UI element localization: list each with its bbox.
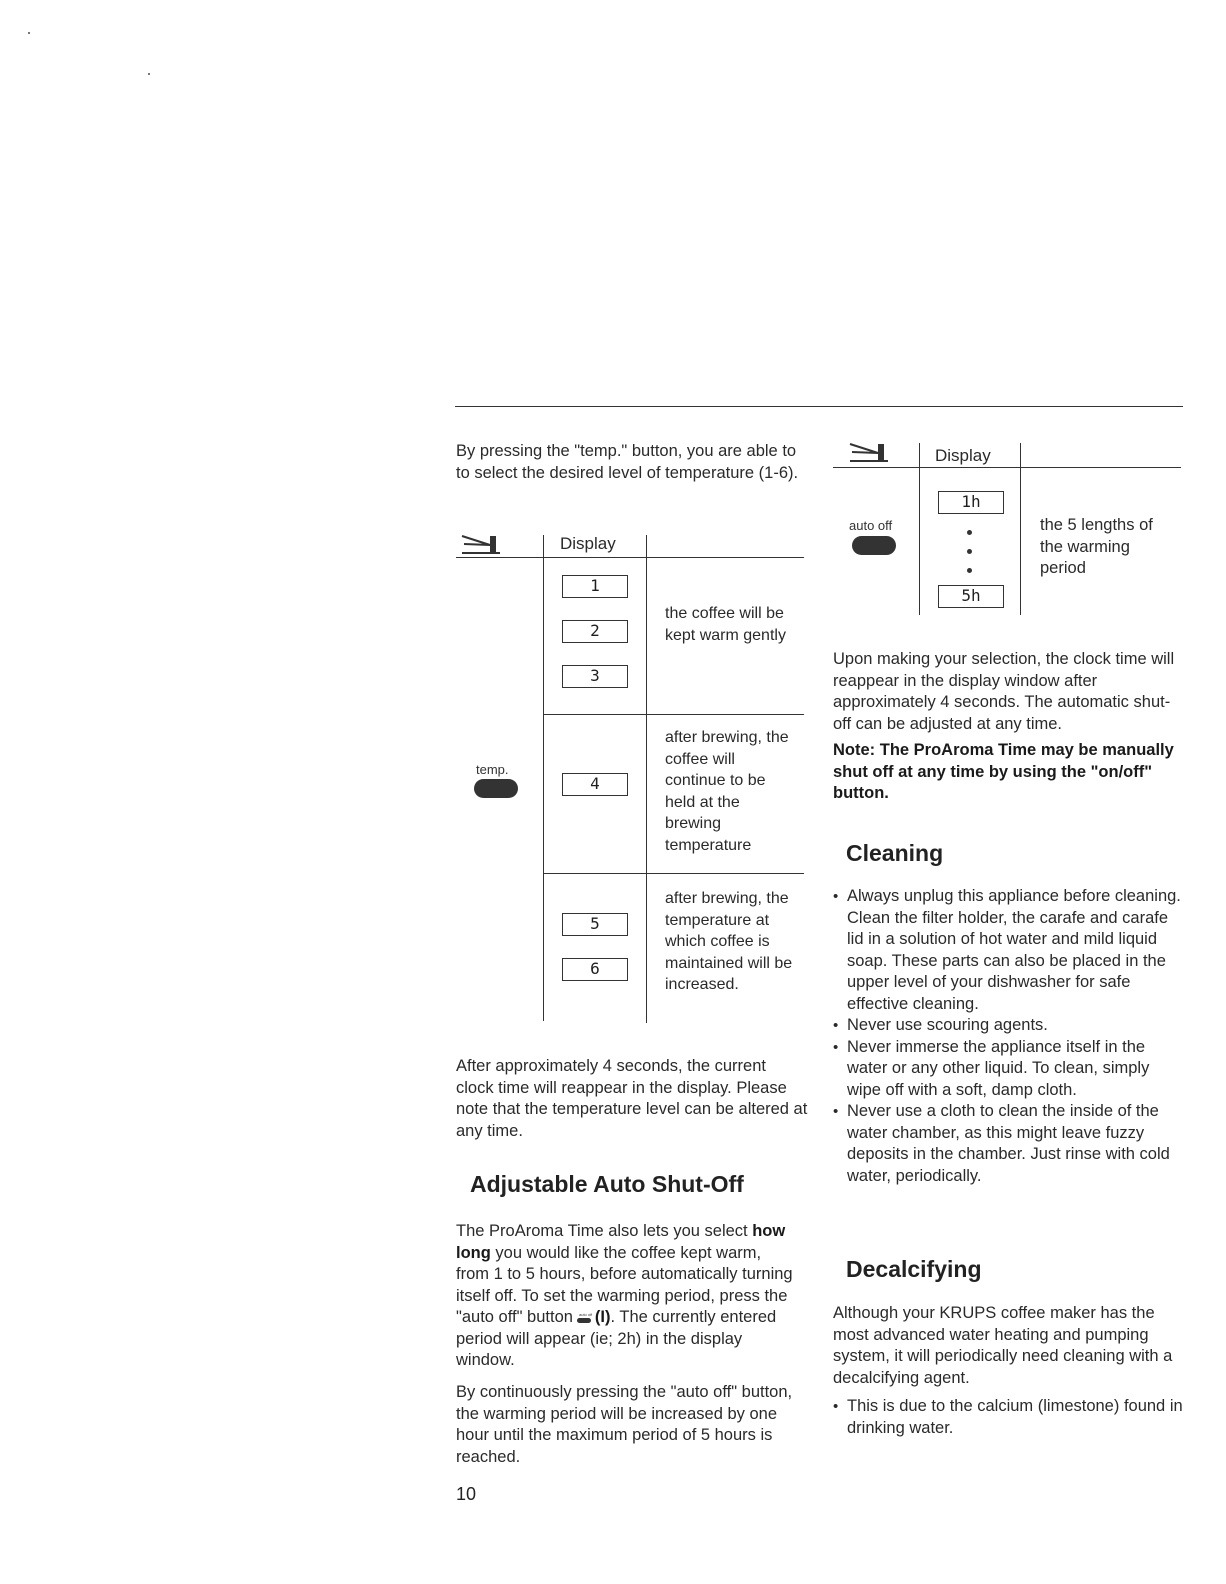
auto-shutoff-heading: Adjustable Auto Shut-Off: [470, 1171, 744, 1197]
auto-off-button-icon: [576, 1312, 592, 1324]
display-window-1h: 1h: [938, 491, 1004, 514]
table-row-rule: [543, 714, 804, 715]
auto-off-button-label: auto off: [849, 518, 893, 533]
selection-paragraph: Upon making your selection, the clock time will reappear in the display window after approximately 4 seconds. The automatic shut-off can be adjusted at any time.: [833, 650, 1175, 733]
display-window-1: 1: [562, 575, 628, 598]
table-divider: [919, 443, 920, 615]
cleaning-list: [833, 886, 1183, 1187]
auto-shutoff-paragraph-1: The ProAroma Time also lets you select how long you would like the coffee kept warm, from 1 to 5 hours, before automatically turning itself off. To set the warming period, press the "auto off" button auto off (I). The currently entered period will appear (ie; 2h) in the display window.: [456, 1222, 793, 1369]
temp-intro-paragraph: By pressing the "temp." button, you are able to to select the desired level of temperature (1-6).: [456, 442, 799, 482]
display-window-5h: 5h: [938, 585, 1004, 608]
display-window-5: 5: [562, 913, 628, 936]
table-divider: [646, 535, 647, 1023]
auto-shutoff-paragraph-2: By continuously pressing the "auto off" button, the warming period will be increased by one hour until the maximum period of 5 hours is reached.: [456, 1383, 793, 1466]
decalcifying-bullet: • This is due to the calcium (limestone) found in drinking water.: [833, 1396, 1183, 1439]
cleaning-bullet: • Never use a cloth to clean the inside of the water chamber, as this might leave fuzzy deposits in the chamber. Just rinse with cold water, periodically.: [833, 1101, 1183, 1187]
temp-button-icon: [474, 779, 518, 798]
cleaning-bullet: • Never immerse the appliance itself in the water or any other liquid. To clean, simply wipe off with a soft, damp cloth.: [833, 1037, 1183, 1102]
cleaning-bullet: • Always unplug this appliance before cleaning. Clean the filter holder, the carafe and carafe lid in a solution of hot water and mild liquid soap. These parts can also be placed in the upper level of your dishwasher for safe effective cleaning.: [833, 886, 1183, 1015]
table-header-rule: [833, 467, 1181, 468]
temp-group2-text: after brewing, the coffee will continue to be held at the brewing temperature: [665, 729, 789, 854]
auto-off-table-text: the 5 lengths of the warming period: [1040, 516, 1153, 577]
top-rule: [455, 406, 1183, 407]
display-window-2: 2: [562, 620, 628, 643]
display-window-6: 6: [562, 958, 628, 981]
decalcifying-list: [833, 1396, 1183, 1439]
ellipsis-dot: [967, 568, 972, 573]
display-window-3: 3: [562, 665, 628, 688]
cleaning-bullet: • Never use scouring agents.: [833, 1015, 1183, 1037]
scan-speck: [148, 73, 150, 75]
temp-group3-text: after brewing, the temperature at which coffee is maintained will be increased.: [665, 890, 793, 993]
button-press-icon: [848, 441, 898, 463]
temp-button-label: temp.: [476, 762, 509, 777]
table-header-rule: [456, 557, 804, 558]
display-header: Display: [935, 446, 991, 465]
decalcifying-paragraph: Although your KRUPS coffee maker has the most advanced water heating and pumping system, it will periodically need cleaning with a decalcifying agent.: [833, 1304, 1173, 1387]
auto-off-button-icon: [852, 536, 896, 555]
display-window-4: 4: [562, 773, 628, 796]
decalcifying-heading: Decalcifying: [846, 1256, 982, 1282]
svg-text:auto off: auto off: [578, 1311, 592, 1317]
page-number: 10: [456, 1484, 477, 1504]
note-paragraph: Note: The ProAroma Time may be manually shut off at any time by using the "on/off" button.: [833, 741, 1174, 802]
temp-group1-text: the coffee will be kept warm gently: [665, 605, 786, 644]
cleaning-heading: Cleaning: [846, 840, 944, 866]
ellipsis-dot: [967, 549, 972, 554]
table-divider: [543, 535, 544, 1021]
table-divider: [1020, 443, 1021, 615]
button-press-icon: [460, 533, 510, 555]
ellipsis-dot: [967, 530, 972, 535]
after-table-paragraph: After approximately 4 seconds, the current clock time will reappear in the display. Please note that the temperature level can be altered at any time.: [456, 1057, 808, 1140]
table-row-rule: [543, 873, 804, 874]
scan-speck: [28, 32, 30, 34]
display-header: Display: [560, 534, 616, 553]
